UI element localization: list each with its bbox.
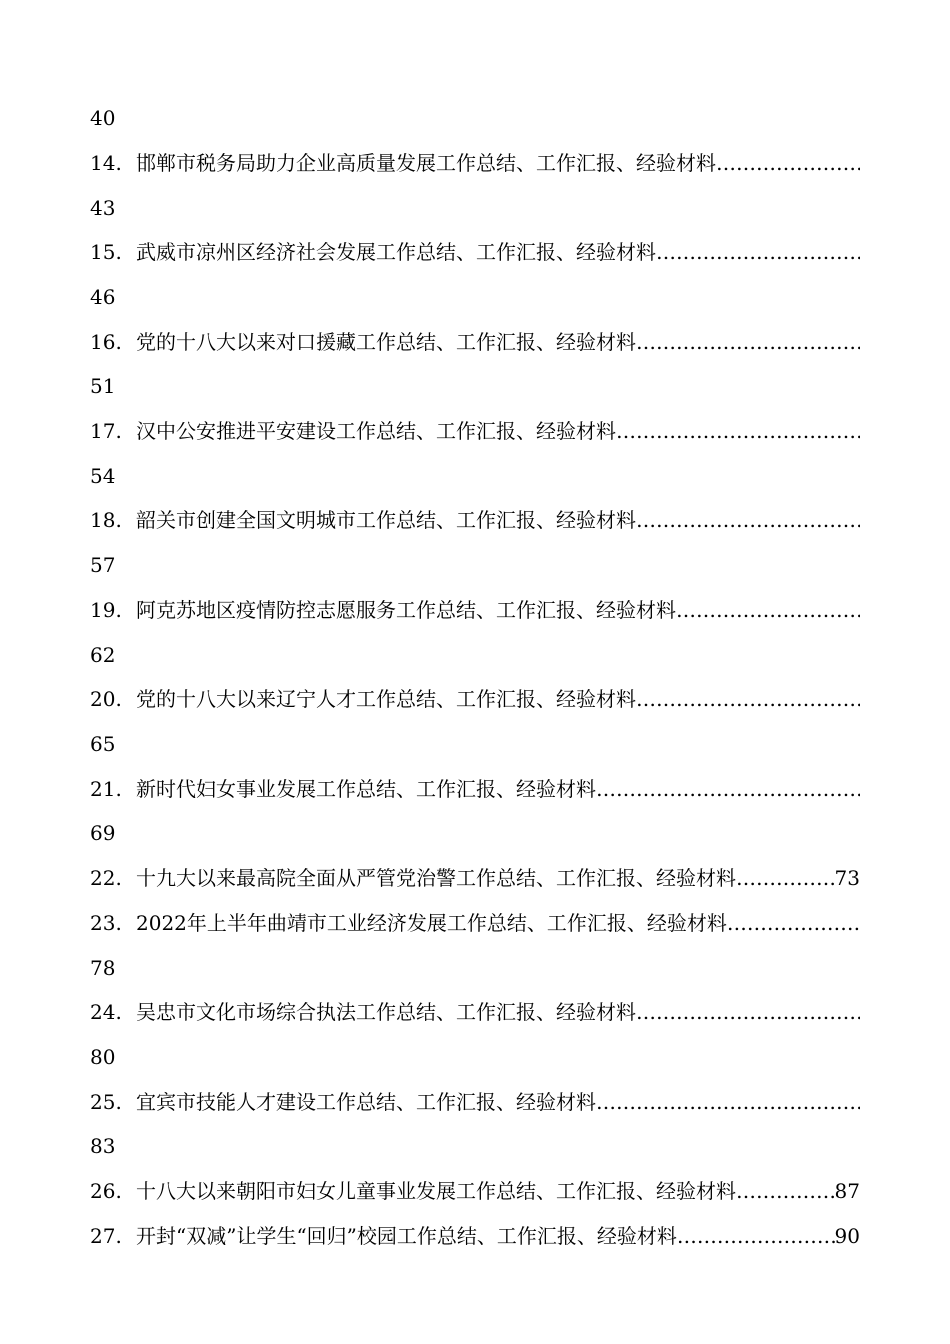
dot-leader — [677, 1221, 835, 1251]
entry-title: 十八大以来朝阳市妇女儿童事业发展工作总结、工作汇报、经验材料 — [136, 1179, 736, 1203]
toc-entry[interactable] — [90, 327, 860, 357]
entry-title: 党的十八大以来辽宁人才工作总结、工作汇报、经验材料 — [136, 687, 636, 711]
entry-title: 新时代妇女事业发展工作总结、工作汇报、经验材料 — [136, 777, 596, 801]
toc-entry[interactable] — [90, 505, 860, 535]
page-number: 80 — [90, 1045, 116, 1069]
entry-number: 23. — [90, 911, 122, 935]
page-number: 62 — [90, 643, 116, 667]
entry-title: 开封“双减”让学生“回归”校园工作总结、工作汇报、经验材料 — [136, 1224, 677, 1248]
entry-number: 17. — [90, 419, 122, 443]
toc-entry[interactable] — [90, 595, 860, 625]
dot-leader — [616, 416, 860, 446]
page-number: 40 — [90, 106, 116, 130]
entry-page-number-line — [90, 371, 860, 401]
toc-entry[interactable] — [90, 684, 860, 714]
entry-title: 邯郸市税务局助力企业高质量发展工作总结、工作汇报、经验材料 — [136, 151, 716, 175]
dot-leader — [727, 908, 860, 938]
toc-entry[interactable] — [90, 148, 860, 178]
entry-title: 2022年上半年曲靖市工业经济发展工作总结、工作汇报、经验材料 — [136, 911, 727, 935]
page-number: 57 — [90, 553, 116, 577]
entry-title: 党的十八大以来对口援藏工作总结、工作汇报、经验材料 — [136, 330, 636, 354]
entry-title: 武威市凉州区经济社会发展工作总结、工作汇报、经验材料 — [136, 240, 656, 264]
entry-page-number-line — [90, 282, 860, 312]
dot-leader — [736, 1176, 835, 1206]
toc-entry[interactable] — [90, 237, 860, 267]
entry-title: 阿克苏地区疫情防控志愿服务工作总结、工作汇报、经验材料 — [136, 598, 676, 622]
entry-page-number-line — [90, 1131, 860, 1161]
entry-page-number-line — [90, 461, 860, 491]
entry-number: 24. — [90, 1000, 122, 1024]
page-number: 90 — [834, 1224, 860, 1248]
toc-entry[interactable] — [90, 997, 860, 1027]
entry-number: 26. — [90, 1179, 122, 1203]
entry-number: 25. — [90, 1090, 122, 1114]
toc-entry[interactable] — [90, 908, 860, 938]
page-number: 43 — [90, 196, 116, 220]
toc-entry[interactable] — [90, 1087, 860, 1117]
page-number: 87 — [834, 1179, 860, 1203]
entry-title: 吴忠市文化市场综合执法工作总结、工作汇报、经验材料 — [136, 1000, 636, 1024]
page-number: 54 — [90, 464, 116, 488]
entry-page-number-line — [90, 640, 860, 670]
dot-leader — [596, 774, 860, 804]
page-number: 69 — [90, 821, 116, 845]
entry-number: 18. — [90, 508, 122, 532]
toc-entry[interactable] — [90, 1221, 860, 1251]
entry-number: 22. — [90, 866, 122, 890]
entry-page-number-line — [90, 550, 860, 580]
page-number: 78 — [90, 956, 116, 980]
entry-page-number-line — [90, 953, 860, 983]
dot-leader — [636, 505, 860, 535]
dot-leader — [736, 863, 835, 893]
toc-entry[interactable] — [90, 774, 860, 804]
entry-number: 27. — [90, 1224, 122, 1248]
toc-entry[interactable] — [90, 1176, 860, 1206]
entry-title: 十九大以来最高院全面从严管党治警工作总结、工作汇报、经验材料 — [136, 866, 736, 890]
entry-number: 21. — [90, 777, 122, 801]
entry-page-number-line — [90, 729, 860, 759]
page-number: 51 — [90, 374, 116, 398]
dot-leader — [636, 997, 860, 1027]
dot-leader — [636, 327, 860, 357]
entry-title: 韶关市创建全国文明城市工作总结、工作汇报、经验材料 — [136, 508, 636, 532]
toc-entry[interactable] — [90, 416, 860, 446]
page-number: 73 — [834, 866, 860, 890]
dot-leader — [676, 595, 860, 625]
entry-page-number-line — [90, 1042, 860, 1072]
entry-title: 宜宾市技能人才建设工作总结、工作汇报、经验材料 — [136, 1090, 596, 1114]
dot-leader — [596, 1087, 860, 1117]
page-number: 65 — [90, 732, 116, 756]
entry-number: 19. — [90, 598, 122, 622]
entry-page-number-line — [90, 818, 860, 848]
page-number: 46 — [90, 285, 116, 309]
entry-number: 20. — [90, 687, 122, 711]
dot-leader — [636, 684, 860, 714]
entry-number: 14. — [90, 151, 122, 175]
entry-page-number-line — [90, 193, 860, 223]
page-number: 83 — [90, 1134, 116, 1158]
entry-title: 汉中公安推进平安建设工作总结、工作汇报、经验材料 — [136, 419, 616, 443]
toc-continued-page-number — [90, 103, 860, 133]
entry-number: 15. — [90, 240, 122, 264]
dot-leader — [656, 237, 860, 267]
toc-entry[interactable] — [90, 863, 860, 893]
dot-leader — [716, 148, 860, 178]
entry-number: 16. — [90, 330, 122, 354]
